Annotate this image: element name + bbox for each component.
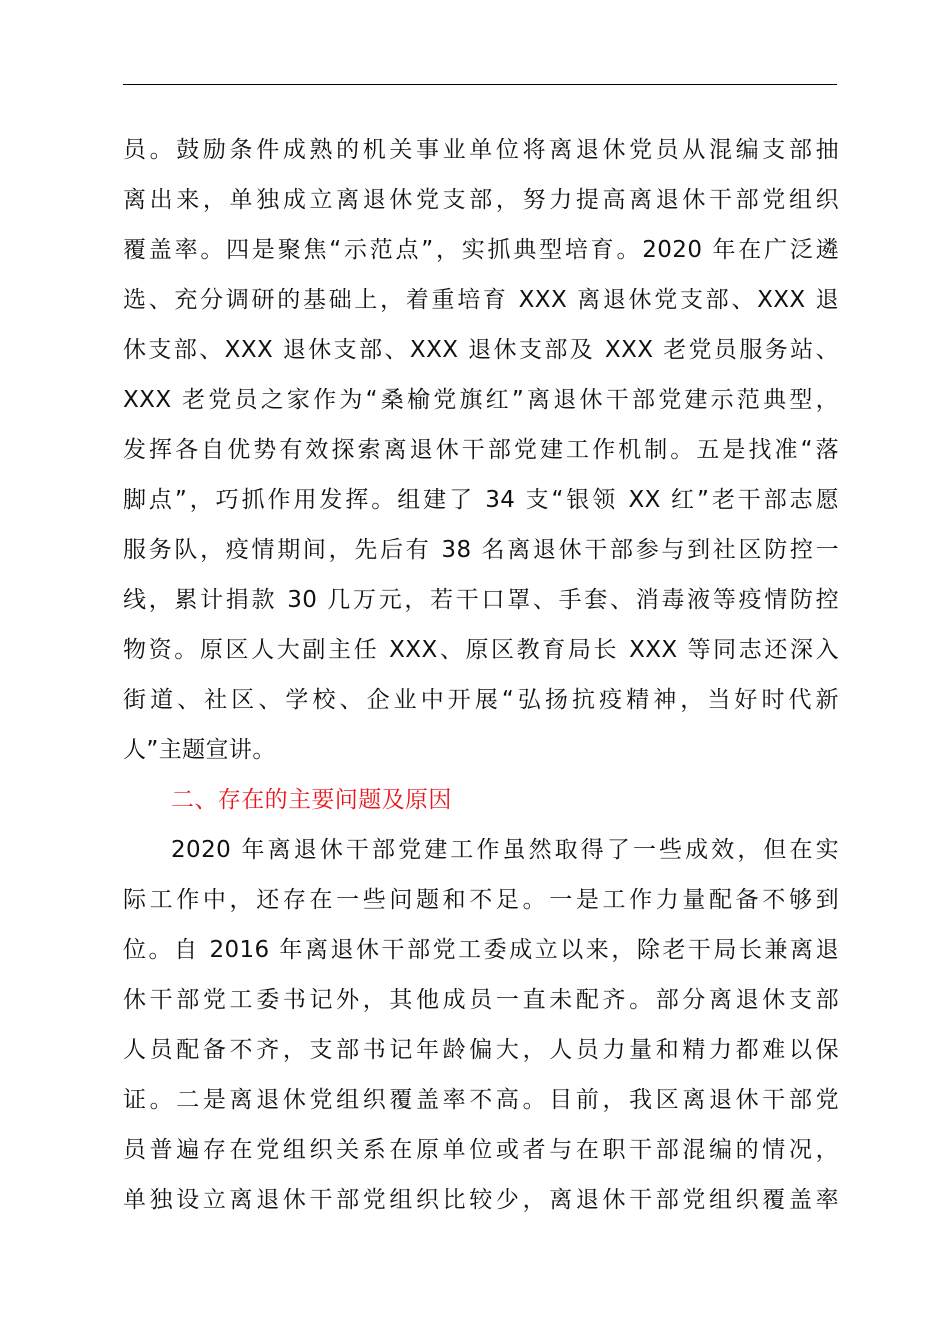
text-line: 员普遍存在党组织关系在原单位或者与在职干部混编的情况，	[123, 1137, 839, 1163]
text-line: 人员配备不齐，支部书记年龄偏大，人员力量和精力都难以保	[123, 1037, 839, 1063]
paragraph-problems	[123, 825, 839, 1225]
text-line: 发挥各自优势有效探索离退休干部党建工作机制。五是找准“落	[123, 437, 839, 463]
text-line: 离出来，单独成立离退休党支部，努力提高离退休干部党组织	[123, 187, 839, 213]
text-line: XXX 老党员之家作为“桑榆党旗红”离退休干部党建示范典型，	[123, 387, 839, 413]
text-line: 2020 年离退休干部党建工作虽然取得了一些成效，但在实	[171, 837, 839, 863]
text-line: 际工作中，还存在一些问题和不足。一是工作力量配备不够到	[123, 887, 839, 913]
text-line: 脚点”，巧抓作用发挥。组建了 34 支“银领 XX 红”老干部志愿	[123, 487, 839, 513]
text-line: 单独设立离退休干部党组织比较少，离退休干部党组织覆盖率	[123, 1187, 839, 1213]
text-line: 服务队，疫情期间，先后有 38 名离退休干部参与到社区防控一	[123, 537, 839, 563]
text-line: 员。鼓励条件成熟的机关事业单位将离退休党员从混编支部抽	[123, 137, 839, 163]
text-line: 选、充分调研的基础上，着重培育 XXX 离退休党支部、XXX 退	[123, 287, 839, 313]
text-line: 休支部、XXX 退休支部、XXX 退休支部及 XXX 老党员服务站、	[123, 337, 839, 363]
paragraph-continuation	[123, 125, 839, 775]
text-line: 线，累计捐款 30 几万元，若干口罩、手套、消毒液等疫情防控	[123, 587, 839, 613]
section-heading: 二、存在的主要问题及原因	[171, 787, 452, 813]
text-line: 覆盖率。四是聚焦“示范点”，实抓典型培育。2020 年在广泛遴	[123, 237, 839, 263]
text-line: 休干部党工委书记外，其他成员一直未配齐。部分离退休支部	[123, 987, 839, 1013]
text-line: 街道、社区、学校、企业中开展“弘扬抗疫精神，当好时代新	[123, 687, 839, 713]
text-line: 物资。原区人大副主任 XXX、原区教育局长 XXX 等同志还深入	[123, 637, 839, 663]
document-body	[123, 125, 839, 1225]
text-line: 人”主题宣讲。	[123, 737, 276, 763]
text-line: 证。二是离退休党组织覆盖率不高。目前，我区离退休干部党	[123, 1087, 839, 1113]
text-line: 位。自 2016 年离退休干部党工委成立以来，除老干局长兼离退	[123, 937, 839, 963]
header-rule	[123, 84, 837, 85]
